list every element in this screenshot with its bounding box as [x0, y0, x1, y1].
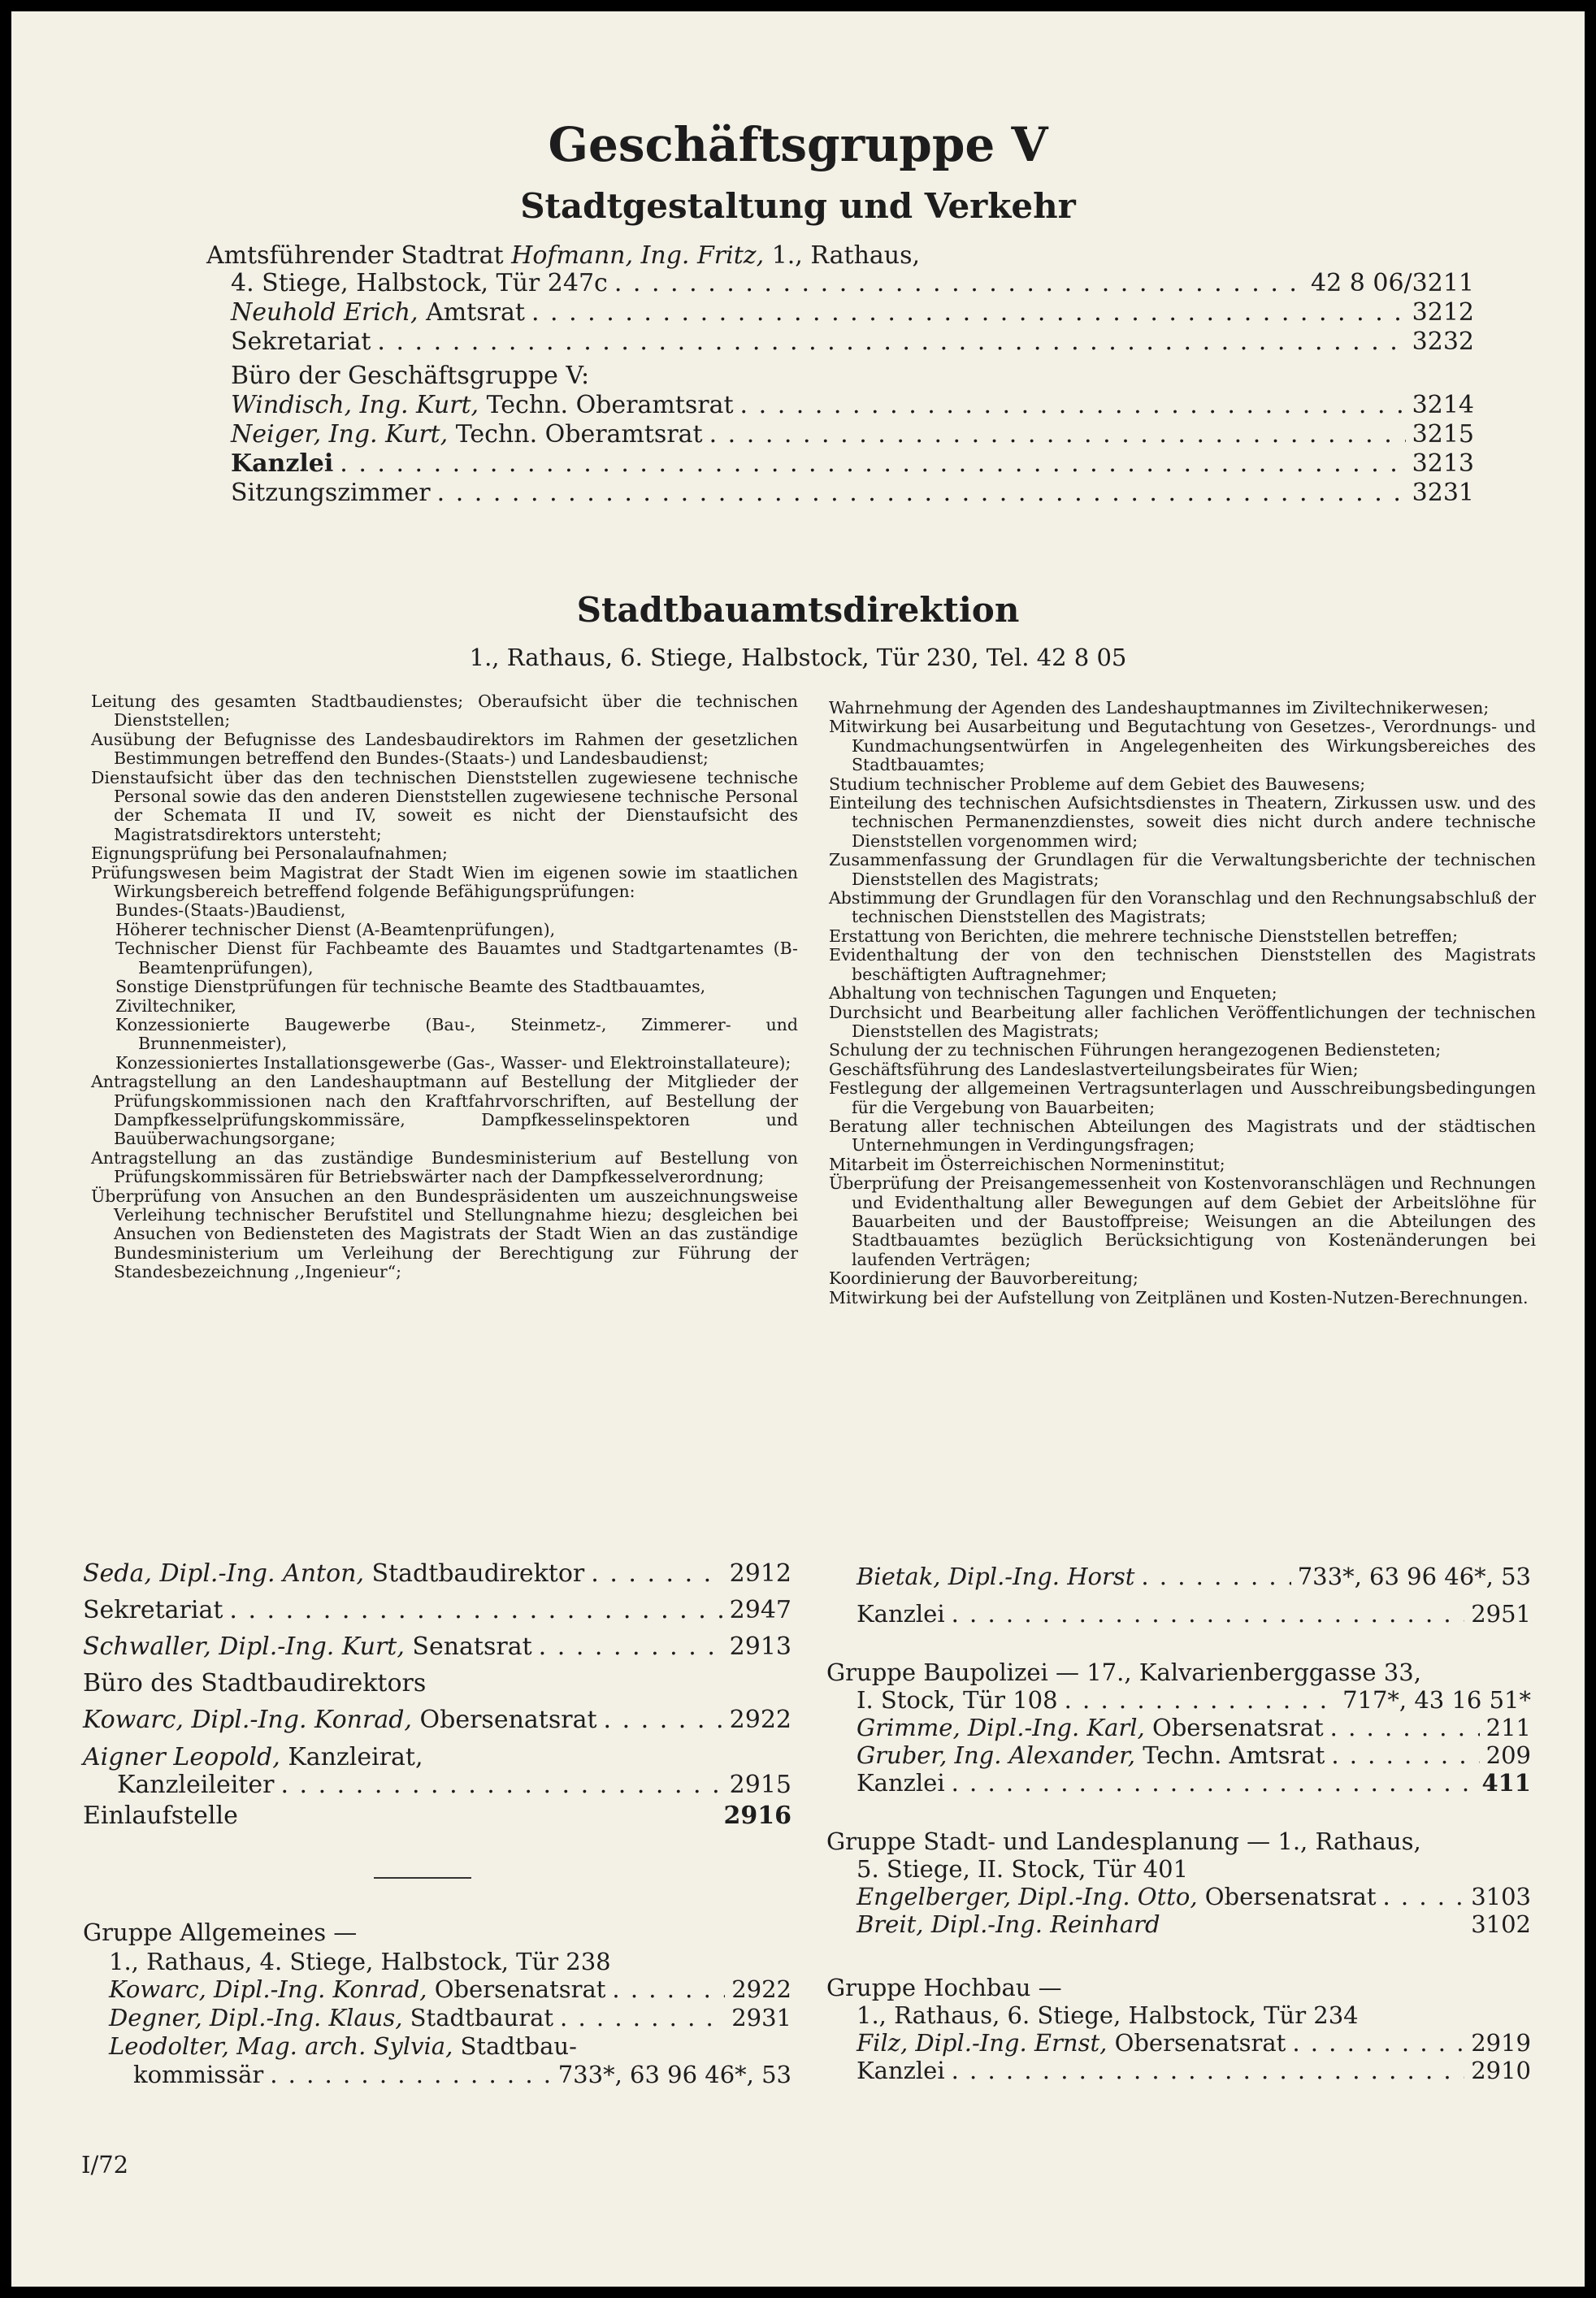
dir-entry: Leodolter, Mag. arch. Sylvia, Stadtbau-	[109, 2032, 577, 2060]
buero-direktor-heading: Büro des Stadtbaudirektors	[83, 1669, 427, 1697]
dir-entry: kommissär . . . 733*, 63 96 46*, 53	[133, 2063, 791, 2087]
group-address: 1., Rathaus, 4. Stiege, Halbstock, Tür 238	[109, 1948, 611, 1975]
group-heading: Gruppe Allgemeines —	[83, 1919, 358, 1946]
exam-item: Konzessionierte Baugewerbe (Bau-, Steinmetz-, Zimmerer- und Brunnenmeister),	[115, 1014, 798, 1054]
dir-entry: Schwaller, Dipl.-Ing. Kurt, Senatsrat . . . 2913	[83, 1635, 791, 1659]
exam-item: Ziviltechniker,	[115, 995, 236, 1016]
document-page	[11, 11, 1585, 2287]
duty-paragraph: Antragstellung an den Landeshauptmann auf Bestellung der Mitglieder der Prüfungskommissionen nach den Kraftfahrvorschriften, auf Bestellung der Dampfkesselprüfungskommissäre, Dampfkesselinspektoren und Bauüberwachungsorgane;	[91, 1072, 798, 1149]
stadtrat-name: Hofmann, Ing. Fritz,	[511, 241, 765, 270]
buero-entry: Kanzlei . . . 3213	[231, 452, 1474, 476]
dir-entry: Breit, Dipl.-Ing. Reinhard 3102	[857, 1910, 1531, 1938]
dir-entry: Kanzlei . . . 2910	[857, 2059, 1531, 2083]
duty-paragraph: Mitwirkung bei der Aufstellung von Zeitplänen und Kosten-Nutzen-Berechnungen.	[829, 1287, 1529, 1307]
duty-paragraph: Durchsicht und Bearbeitung aller fachlichen Veröffentlichungen der technischen Dienststellen des Magistrats;	[829, 1002, 1536, 1041]
dir-entry: Kanzlei . . . 2951	[857, 1602, 1531, 1626]
exam-item: Technischer Dienst für Fachbeamte des Bauamtes und Stadtgartenamtes (B-Beamtenprüfungen),	[115, 939, 798, 978]
duty-paragraph: Ausübung der Befugnisse des Landesbaudirektors im Rahmen der gesetzlichen Bestimmungen betreffend den Bundes-(Staats-) und Landesbaudienst;	[91, 729, 798, 769]
exam-item: Konzessioniertes Installationsgewerbe (Gas-, Wasser- und Elektroinstallateure);	[115, 1052, 791, 1073]
duty-paragraph: Dienstaufsicht über das den technischen Dienststellen zugewiesene technische Personal sowie das den anderen Dienststellen zugewiesene technische Personal der Schemata II und IV, soweit es nicht der Dienstaufsicht des Magistratsdirektors untersteht;	[91, 767, 798, 844]
duty-paragraph: Evidenthaltung der von den technischen Dienststellen des Magistrats beschäftigten Auftragnehmer;	[829, 945, 1536, 984]
duty-paragraph: Erstattung von Berichten, die mehrere technische Dienststellen betreffen;	[829, 926, 1459, 946]
dir-entry: Seda, Dipl.-Ing. Anton, Stadtbaudirektor . . . 2912	[83, 1562, 791, 1586]
group-heading: Gruppe Stadt- und Landesplanung — 1., Rathaus,	[826, 1828, 1421, 1855]
top-entry: Sekretariat . . . 3232	[231, 330, 1474, 354]
duty-paragraph: Mitwirkung bei Ausarbeitung und Begutachtung von Gesetzes-, Verordnungs- und Kundmachungsentwürfen in Angelegenheiten des Wirkungsbereiches des Stadtbauamtes;	[829, 717, 1536, 775]
duty-paragraph: Festlegung der allgemeinen Vertragsunterlagen und Ausschreibungsbedingungen für die Vergebung von Bauarbeiten;	[829, 1078, 1536, 1117]
duty-paragraph: Mitarbeit im Österreichischen Normeninstitut;	[829, 1154, 1225, 1174]
dir-entry: Grimme, Dipl.-Ing. Karl, Obersenatsrat . . . 211	[857, 1716, 1531, 1740]
dir-entry: Degner, Dipl.-Ing. Klaus, Stadtbaurat . . . 2931	[109, 2006, 791, 2030]
duty-paragraph: Studium technischer Probleme auf dem Gebiet des Bauwesens;	[829, 774, 1366, 794]
stadtrat-line-2: 4. Stiege, Halbstock, Tür 247c . . . 42 8 06/3211	[231, 271, 1474, 296]
group-address: 5. Stiege, II. Stock, Tür 401	[857, 1855, 1189, 1883]
buero-heading: Büro der Geschäftsgruppe V:	[231, 362, 590, 390]
dir-entry: Kowarc, Dipl.-Ing. Konrad, Obersenatsrat . . . 2922	[109, 1978, 791, 2001]
dir-entry: Kanzlei . . . 411	[857, 1771, 1531, 1795]
duty-paragraph: Zusammenfassung der Grundlagen für die Verwaltungsberichte der technischen Dienststellen des Magistrats;	[829, 850, 1536, 889]
top-entry: Neuhold Erich, Amtsrat . . . 3212	[231, 301, 1474, 325]
duty-paragraph: Abhaltung von technischen Tagungen und Enqueten;	[829, 983, 1277, 1004]
dir-entry: Aigner Leopold, Kanzleirat,	[83, 1743, 423, 1771]
duty-paragraph: Koordinierung der Bauvorbereitung;	[829, 1268, 1138, 1289]
duty-paragraph: Überprüfung von Ansuchen an den Bundespräsidenten um auszeichnungsweise Verleihung technischer Berufstitel und Stellungnahme hiezu; desgleichen bei Ansuchen von Bediensteten des Magistrats der Stadt Wien an das zuständige Bundesministerium um Verleihung der Berechtigung zur Führung der Standesbezeichnung ,,Ingenieur“;	[91, 1186, 798, 1282]
duty-paragraph: Einteilung des technischen Aufsichtsdienstes in Theatern, Zirkussen usw. und des technischen Permanenzdienstes, soweit dies nicht durch andere technische Dienststellen vorgenommen wird;	[829, 793, 1536, 851]
exam-item: Bundes-(Staats-)Baudienst,	[115, 900, 346, 921]
dir-entry: Sekretariat . . . 2947	[83, 1598, 791, 1623]
duty-paragraph: Schulung der zu technischen Führungen herangezogenen Bediensteten;	[829, 1040, 1442, 1060]
buero-entry: Windisch, Ing. Kurt, Techn. Oberamtsrat . . . 3214	[231, 393, 1474, 418]
group-heading: Gruppe Baupolizei — 17., Kalvarienberggasse 33,	[826, 1658, 1421, 1686]
exam-item: Höherer technischer Dienst (A-Beamtenprüfungen),	[115, 919, 556, 939]
duty-paragraph: Überprüfung der Preisangemessenheit von Kostenvoranschlägen und Rechnungen und Evidenthaltung aller Bewegungen auf dem Gebiet der Arbeitslöhne für Bauarbeiten und der Baustoffpreise; Weisungen an die Abteilungen des Stadtbauamtes bezüglich Berücksichtigung von Kostenänderungen bei laufenden Verträgen;	[829, 1173, 1536, 1269]
left-text-column	[91, 692, 798, 1282]
duty-paragraph: Prüfungswesen beim Magistrat der Stadt Wien im eigenen sowie im staatlichen Wirkungsbereich betreffend folgende Befähigungsprüfungen:	[91, 862, 798, 902]
group-address: I. Stock, Tür 108 . . . 717*, 43 16 51*	[857, 1689, 1531, 1712]
duty-paragraph: Eignungsprüfung bei Personalaufnahmen;	[91, 843, 448, 864]
stadtrat-line-1: Amtsführender Stadtrat Hofmann, Ing. Fritz, 1., Rathaus,	[206, 241, 921, 270]
dir-entry: Engelberger, Dipl.-Ing. Otto, Obersenatsrat . . . 3103	[857, 1885, 1531, 1909]
dir-entry: Filz, Dipl.-Ing. Ernst, Obersenatsrat . . . 2919	[857, 2031, 1531, 2055]
duty-paragraph: Beratung aller technischen Abteilungen des Magistrats und der städtischen Unternehmungen in Verdingungsfragen;	[829, 1116, 1536, 1156]
dir-entry: Bietak, Dipl.-Ing. Horst . . . 733*, 63 96 46*, 53	[857, 1565, 1531, 1589]
page-title: Geschäftsgruppe V	[548, 117, 1048, 172]
divider	[374, 1877, 471, 1879]
group-address: 1., Rathaus, 6. Stiege, Halbstock, Tür 234	[857, 2001, 1359, 2029]
duty-paragraph: Wahrnehmung der Agenden des Landeshauptmannes im Ziviltechnikerwesen;	[829, 698, 1490, 718]
duty-paragraph: Abstimmung der Grundlagen für den Voranschlag und den Rechnungsabschluß der technischen Dienststellen des Magistrats;	[829, 888, 1536, 927]
right-text-column	[829, 699, 1536, 1307]
buero-entry: Neiger, Ing. Kurt, Techn. Oberamtsrat . . . 3215	[231, 423, 1474, 447]
dir-entry: Kanzleileiter . . . 2915	[117, 1773, 791, 1797]
duty-paragraph: Geschäftsführung des Landeslastverteilungsbeirates für Wien;	[829, 1059, 1359, 1079]
dir-entry: Gruber, Ing. Alexander, Techn. Amtsrat . . . 209	[857, 1744, 1531, 1767]
dir-entry: Einlaufstelle 2916	[83, 1802, 791, 1830]
dir-entry: Kowarc, Dipl.-Ing. Konrad, Obersenatsrat . . . 2922	[83, 1708, 791, 1732]
buero-entry: Sitzungszimmer . . . 3231	[231, 481, 1474, 505]
duty-paragraph: Antragstellung an das zuständige Bundesministerium auf Bestellung von Prüfungskommissären für Betriebswärter nach der Dampfkesselverordnung;	[91, 1147, 798, 1187]
duty-paragraph: Leitung des gesamten Stadtbaudienstes; Oberaufsicht über die technischen Dienststellen;	[91, 692, 798, 731]
direktion-title: Stadtbauamtsdirektion	[576, 590, 1020, 630]
exam-item: Sonstige Dienstprüfungen für technische Beamte des Stadtbauamtes,	[115, 977, 706, 997]
direktion-address: 1., Rathaus, 6. Stiege, Halbstock, Tür 230, Tel. 42 8 05	[469, 644, 1127, 671]
group-heading: Gruppe Hochbau —	[826, 1974, 1062, 2001]
page-number: I/72	[81, 2151, 129, 2179]
page-subtitle: Stadtgestaltung und Verkehr	[520, 186, 1076, 226]
